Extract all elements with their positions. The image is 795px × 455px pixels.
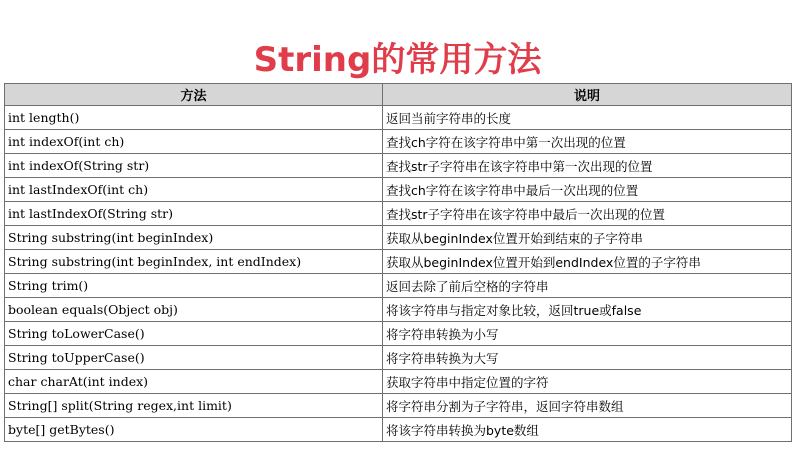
- description-cell: 将该字符串转换为byte数组: [383, 418, 792, 442]
- description-cell: 将字符串转换为大写: [383, 346, 792, 370]
- methods-table: [4, 83, 792, 442]
- description-cell: 获取从beginIndex位置开始到结束的子字符串: [383, 226, 792, 250]
- method-cell: int lastIndexOf(String str): [5, 202, 383, 226]
- table-row: [5, 370, 792, 394]
- method-cell: String toLowerCase(): [5, 322, 383, 346]
- table-row: [5, 322, 792, 346]
- method-cell: String substring(int beginIndex, int endIndex): [5, 250, 383, 274]
- description-cell: 查找ch字符在该字符串中最后一次出现的位置: [383, 178, 792, 202]
- method-cell: String trim(): [5, 274, 383, 298]
- description-cell: 查找ch字符在该字符串中第一次出现的位置: [383, 130, 792, 154]
- description-cell: 将该字符串与指定对象比较，返回true或false: [383, 298, 792, 322]
- method-cell: char charAt(int index): [5, 370, 383, 394]
- table-row: [5, 298, 792, 322]
- column-header-description: 说明: [383, 84, 792, 106]
- table-header-row: [5, 84, 792, 106]
- description-cell: 将字符串转换为小写: [383, 322, 792, 346]
- table-row: [5, 154, 792, 178]
- method-cell: String toUpperCase(): [5, 346, 383, 370]
- description-cell: 将字符串分割为子字符串，返回字符串数组: [383, 394, 792, 418]
- table-row: [5, 250, 792, 274]
- table-row: [5, 226, 792, 250]
- method-cell: String[] split(String regex,int limit): [5, 394, 383, 418]
- description-cell: 返回去除了前后空格的字符串: [383, 274, 792, 298]
- description-cell: 获取字符串中指定位置的字符: [383, 370, 792, 394]
- description-cell: 返回当前字符串的长度: [383, 106, 792, 130]
- method-cell: int indexOf(String str): [5, 154, 383, 178]
- page-title: String的常用方法: [253, 39, 542, 80]
- method-cell: String substring(int beginIndex): [5, 226, 383, 250]
- table-row: [5, 202, 792, 226]
- description-cell: 获取从beginIndex位置开始到endIndex位置的子字符串: [383, 250, 792, 274]
- method-cell: int indexOf(int ch): [5, 130, 383, 154]
- table-row: [5, 418, 792, 442]
- description-cell: 查找str子字符串在该字符串中最后一次出现的位置: [383, 202, 792, 226]
- method-cell: int lastIndexOf(int ch): [5, 178, 383, 202]
- table-row: [5, 130, 792, 154]
- table-row: [5, 346, 792, 370]
- table-row: [5, 106, 792, 130]
- method-cell: boolean equals(Object obj): [5, 298, 383, 322]
- column-header-method: 方法: [5, 84, 383, 106]
- description-cell: 查找str子字符串在该字符串中第一次出现的位置: [383, 154, 792, 178]
- method-cell: int length(): [5, 106, 383, 130]
- method-cell: byte[] getBytes(): [5, 418, 383, 442]
- table-row: [5, 394, 792, 418]
- table-row: [5, 178, 792, 202]
- table-row: [5, 274, 792, 298]
